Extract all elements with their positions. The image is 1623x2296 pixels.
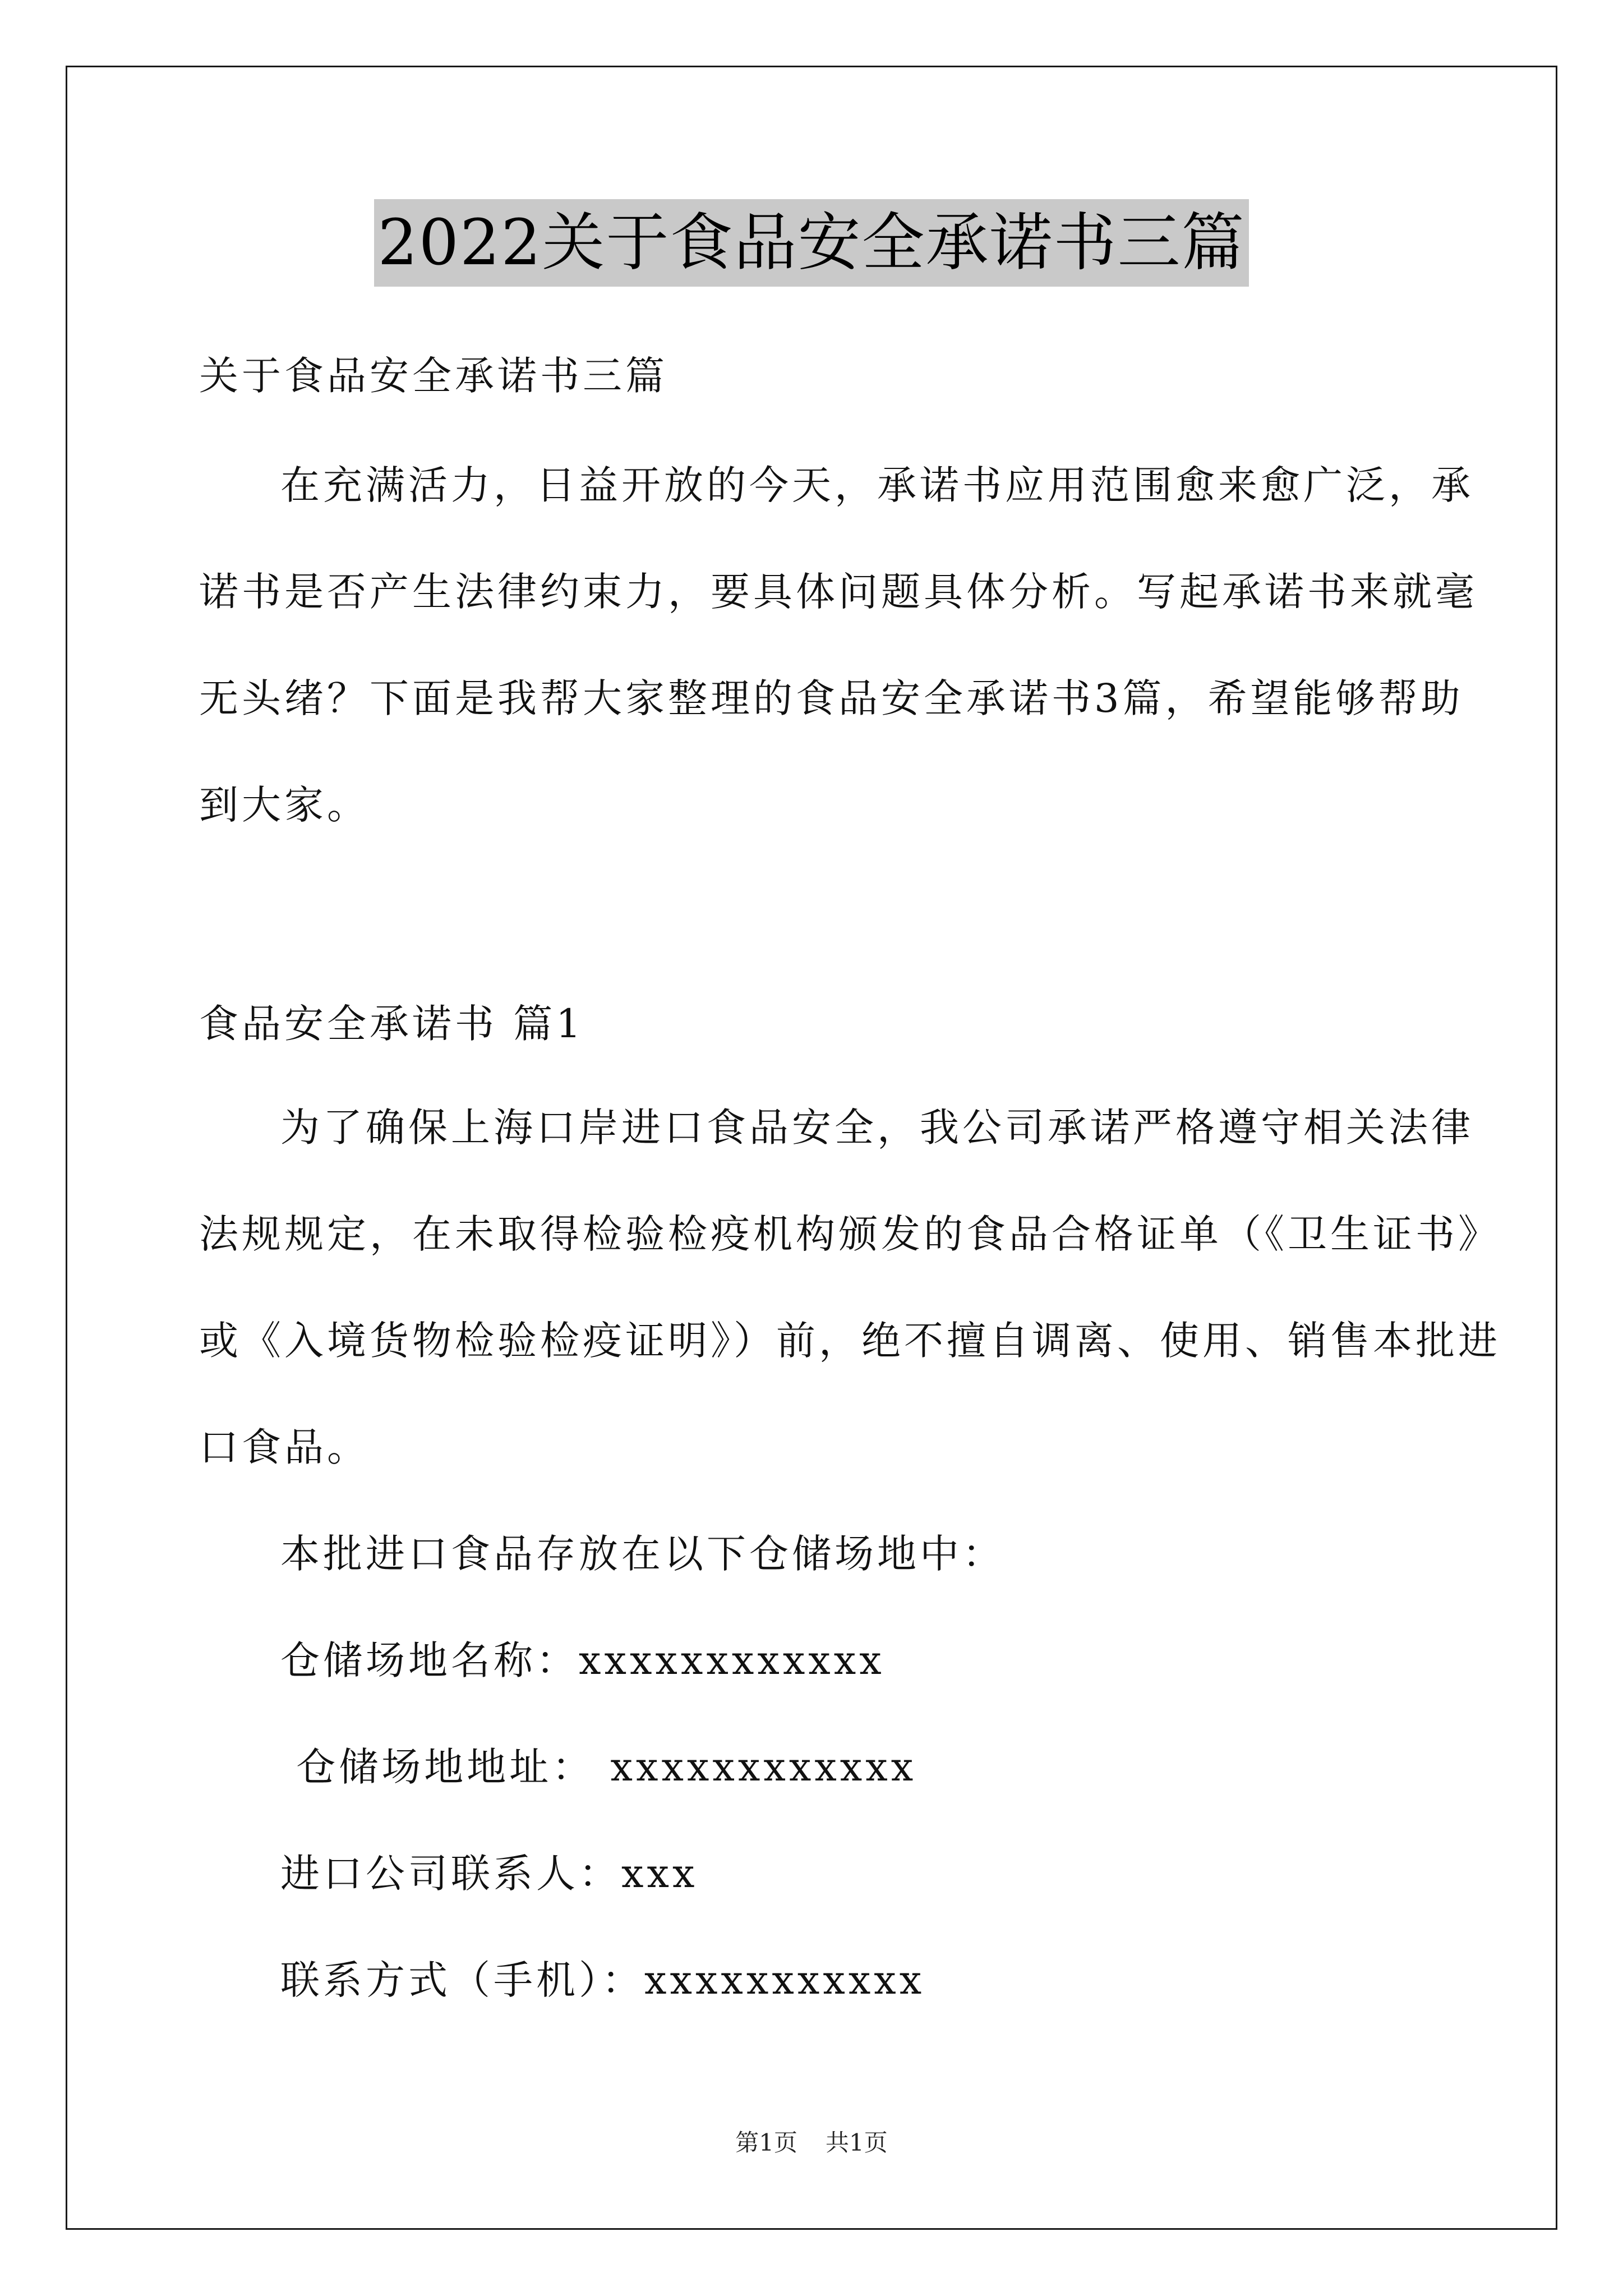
page-number: 第1页 <box>735 2129 797 2156</box>
page-footer <box>0 2126 1623 2160</box>
intro-line: 诺书是否产生法律约束力，要具体问题具体分析。写起承诺书来就毫 <box>199 569 1478 615</box>
document-subtitle: 关于食品安全承诺书三篇 <box>199 353 668 399</box>
page-total: 共1页 <box>826 2129 888 2156</box>
document-title: 2022关于食品安全承诺书三篇 <box>374 199 1248 287</box>
paragraph-line: 为了确保上海口岸进口食品安全，我公司承诺严格遵守相关法律 <box>280 1105 1474 1151</box>
storage-intro: 本批进口食品存放在以下仓储场地中： <box>280 1531 1005 1577</box>
title-container <box>0 199 1623 287</box>
intro-line: 在充满活力，日益开放的今天，承诺书应用范围愈来愈广泛，承 <box>280 462 1474 508</box>
paragraph-line: 法规规定，在未取得检验检疫机构颁发的食品合格证单（《卫生证书》 <box>199 1211 1501 1257</box>
section-heading: 食品安全承诺书 篇1 <box>199 1001 584 1047</box>
field-storage-name: 仓储场地名称：xxxxxxxxxxxx <box>280 1637 885 1683</box>
intro-line: 到大家。 <box>199 782 370 828</box>
field-contact-phone: 联系方式（手机）：xxxxxxxxxxx <box>280 1957 925 2003</box>
field-storage-address: 仓储场地地址： xxxxxxxxxxxx <box>280 1744 917 1790</box>
intro-line: 无头绪？下面是我帮大家整理的食品安全承诺书3篇，希望能够帮助 <box>199 675 1464 721</box>
paragraph-line: 或《入境货物检验检疫证明》）前，绝不擅自调离、使用、销售本批进 <box>199 1318 1501 1364</box>
field-contact-person: 进口公司联系人：xxx <box>280 1851 698 1897</box>
paragraph-line: 口食品。 <box>199 1424 370 1470</box>
